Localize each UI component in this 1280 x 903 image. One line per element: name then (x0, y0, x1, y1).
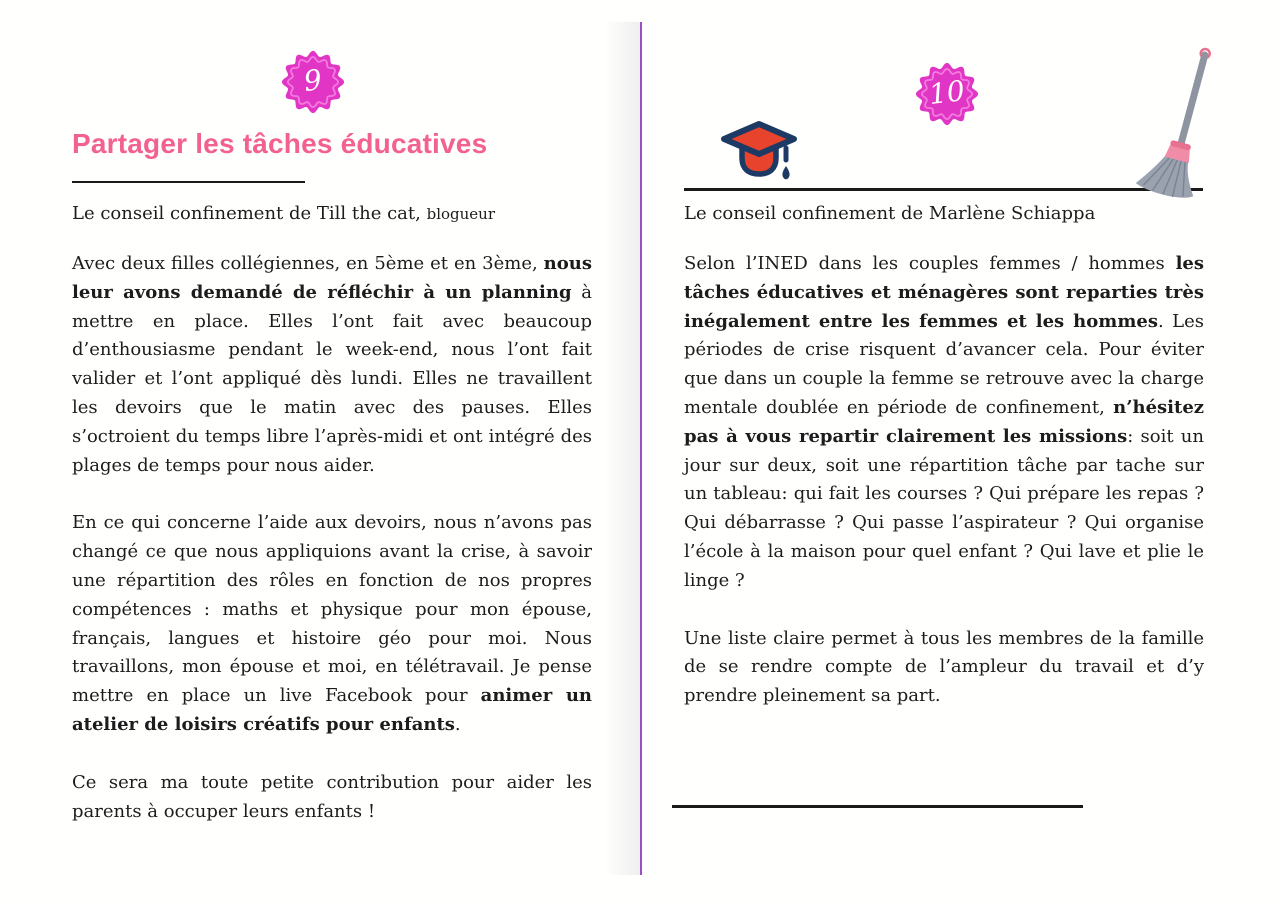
paragraph: Une liste claire permet à tous les membres de la famille de se rendre compte de l’ampleur du travail et d’y prendre pleinement sa part. (684, 627, 1204, 707)
paragraph: Avec deux filles collégiennes, en 5ème et en 3ème, nous leur avons demandé de réfléchir à un planning à mettre en place. Elles l’ont fait avec beaucoup d’enthousiasme pendant le week-end, nous l’ont fait valider et l’ont appliqué dès lundi. Elles ne travaillent les devoirs que le matin avec des pauses. Elles s’octroient du temps libre l’après-midi et ont intégré des plages de temps pour nous aider. (72, 253, 593, 476)
broom-icon (1133, 42, 1223, 198)
right-body-text (684, 250, 1204, 740)
paragraph: Selon l’INED dans les couples femmes / hommes les tâches éducatives et ménagères sont reparties très inégalement entre les femmes et les hommes. Les périodes de crise risquent d’avancer cela. Pour éviter que dans un couple la femme se retrouve avec la charge mentale doublée en période de confinement, n’hésitez pas à vous repartir clairement les missions: soit un jour sur deux, soit une répartition tâche par tache sur un tableau: qui fait les courses ? Qui prépare les repas ? Qui débarrasse ? Qui passe l’aspirateur ? Qui organise l’école à la maison pour quel enfant ? Qui lave et plie le linge ? (684, 253, 1204, 591)
page-fold-shadow (604, 22, 640, 875)
byline-role: blogueur (426, 205, 495, 223)
seal-badge-icon (281, 50, 345, 114)
paragraph: Ce sera ma toute petite contribution pour aider les parents à occuper leurs enfants ! (72, 771, 592, 822)
title-underline (72, 181, 305, 183)
header-rule (684, 188, 1203, 191)
byline (684, 202, 1204, 226)
seal-badge-icon (915, 62, 979, 126)
graduation-cap-icon (718, 108, 802, 192)
left-body-text (72, 250, 592, 855)
byline-text: Le conseil confinement de Till the cat, (72, 203, 421, 224)
byline (72, 202, 592, 226)
tip-number: 9 (301, 63, 324, 98)
page-title: Partager les tâches éducatives (72, 128, 488, 159)
paragraph: En ce qui concerne l’aide aux devoirs, nous n’avons pas changé ce que nous appliquions avant la crise, à savoir une répartition des rôles en fonction de nos propres compétences : maths et physique pour mon épouse, français, langues et histoire géo pour moi. Nous travaillons, mon épouse et moi, en télétravail. Je pense mettre en place un live Facebook pour animer un atelier de loisirs créatifs pour enfants. (72, 512, 592, 735)
footer-rule (672, 805, 1083, 808)
page-divider-line (640, 22, 642, 875)
tip-number: 10 (927, 73, 967, 112)
byline-text: Le conseil confinement de Marlène Schiappa (684, 203, 1096, 224)
